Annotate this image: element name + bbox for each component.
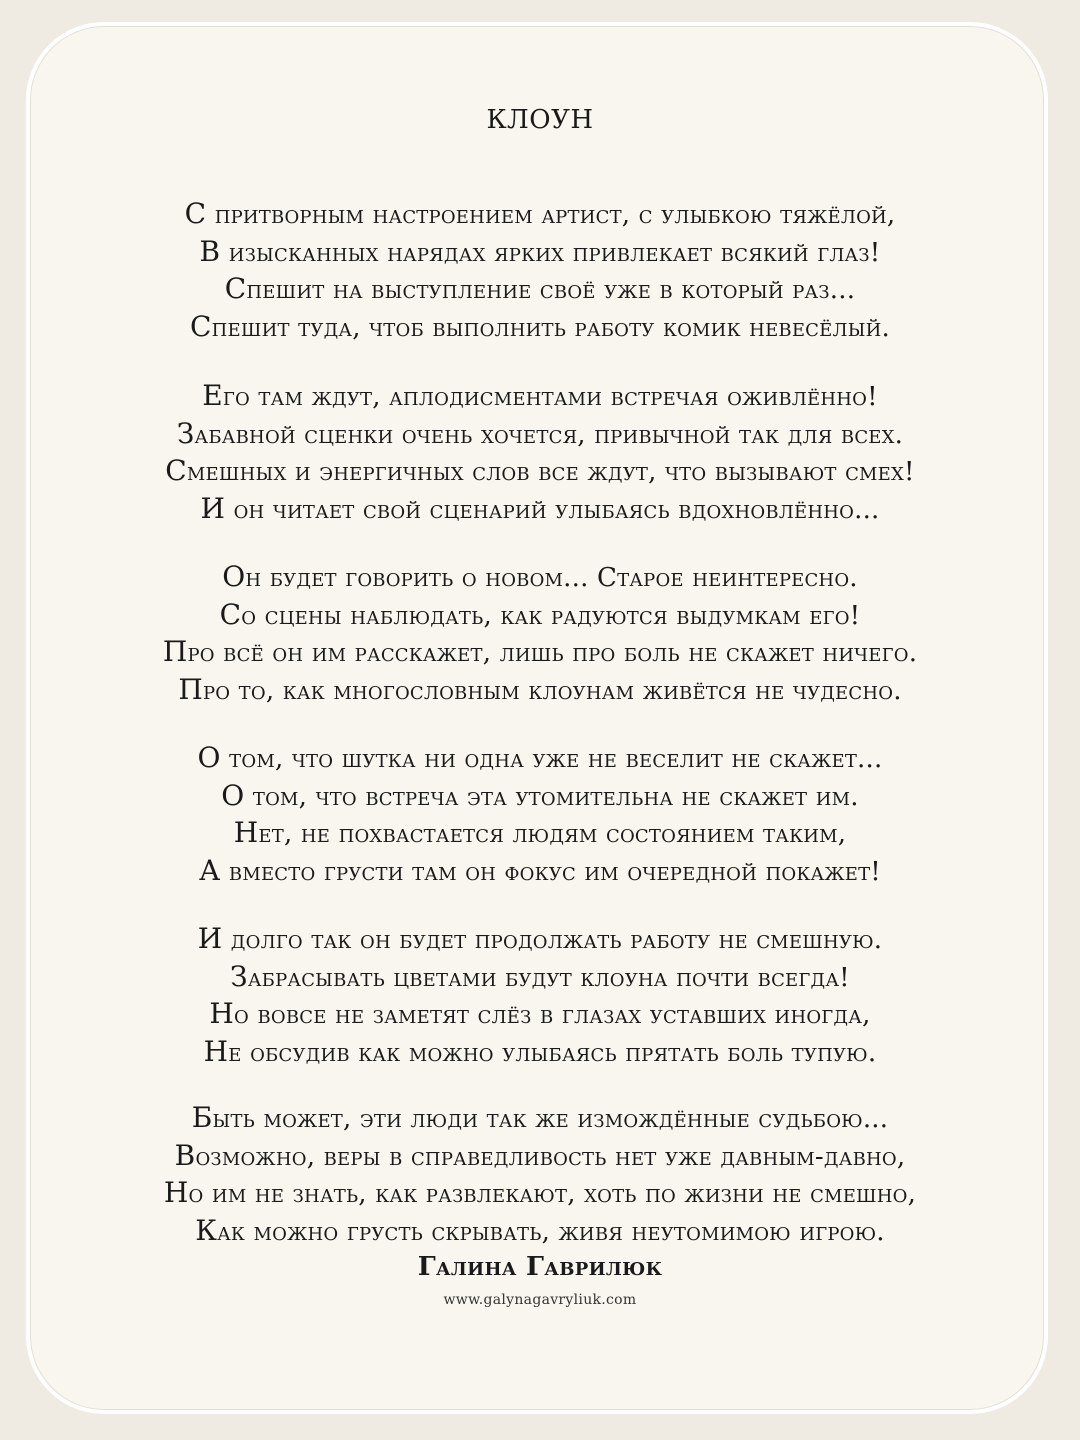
poem-line: Про всё он им расскажет, лишь про боль не скажет ничего.	[162, 635, 918, 668]
stanza-3	[0, 559, 1080, 709]
poem-line: Спешит туда, чтоб выполнить работу комик невесёлый.	[190, 309, 890, 343]
poem-line: Смешных и энергичных слов все ждут, что вызывают смех!	[165, 454, 915, 487]
poem-line: И он читает свой сценарий улыбаясь вдохновлённо...	[200, 491, 880, 525]
poem-line: А вместо грусти там он фокус им очередной покажет!	[199, 853, 881, 887]
poem-line: Быть может, эти люди так же измождённые судьбою...	[191, 1101, 889, 1134]
poem-line: Забрасывать цветами будут клоуна почти всегда!	[230, 959, 850, 993]
poem-line: Спешит на выступление своё уже в который раз...	[224, 272, 856, 305]
stanza-6	[0, 1100, 1080, 1250]
stanza-2	[0, 378, 1080, 528]
poem-line: Но вовсе не заметят слёз в глазах уставших иногда,	[209, 997, 871, 1030]
poem-line: Про то, как многословным клоунам живётся не чудесно.	[178, 672, 902, 706]
poem-line: Нет, не похвастается людям состоянием таким,	[233, 816, 847, 849]
poem-line: О том, что встреча эта утомительна не скажет им.	[221, 778, 859, 812]
stanza-1	[0, 196, 1080, 346]
poem-line: Как можно грусть скрывать, живя неутомимою игрою.	[195, 1213, 885, 1247]
poem-line: Забавной сценки очень хочется, привычной так для всех.	[176, 416, 904, 450]
poem-title: КЛОУН	[486, 105, 594, 135]
poem-line: И долго так он будет продолжать работу не смешную.	[197, 922, 883, 955]
poem-line: Но им не знать, как развлекают, хоть по жизни не смешно,	[163, 1176, 917, 1209]
stanza-4	[0, 740, 1080, 890]
poem-line: Со сцены наблюдать, как радуются выдумкам его!	[219, 597, 861, 631]
poem-line: Он будет говорить о новом... Старое неинтересно.	[222, 560, 858, 593]
author-website[interactable]: www.galynagavryliuk.com	[443, 1292, 637, 1308]
poem-line: Его там ждут, аплодисментами встречая оживлённо!	[202, 379, 878, 412]
poem-line: С притворным настроением артист, с улыбкою тяжёлой,	[184, 197, 896, 230]
poem-line: Не обсудив как можно улыбаясь прятать боль тупую.	[203, 1034, 877, 1068]
poem-line: Возможно, веры в справедливость нет уже давным-давно,	[174, 1138, 906, 1172]
poem-line: В изысканных нарядах ярких привлекает всякий глаз!	[199, 234, 881, 268]
stanza-5	[0, 921, 1080, 1071]
author-name: Галина Гаврилюк	[417, 1252, 663, 1282]
poem-line: О том, что шутка ни одна уже не веселит не скажет...	[197, 741, 883, 774]
